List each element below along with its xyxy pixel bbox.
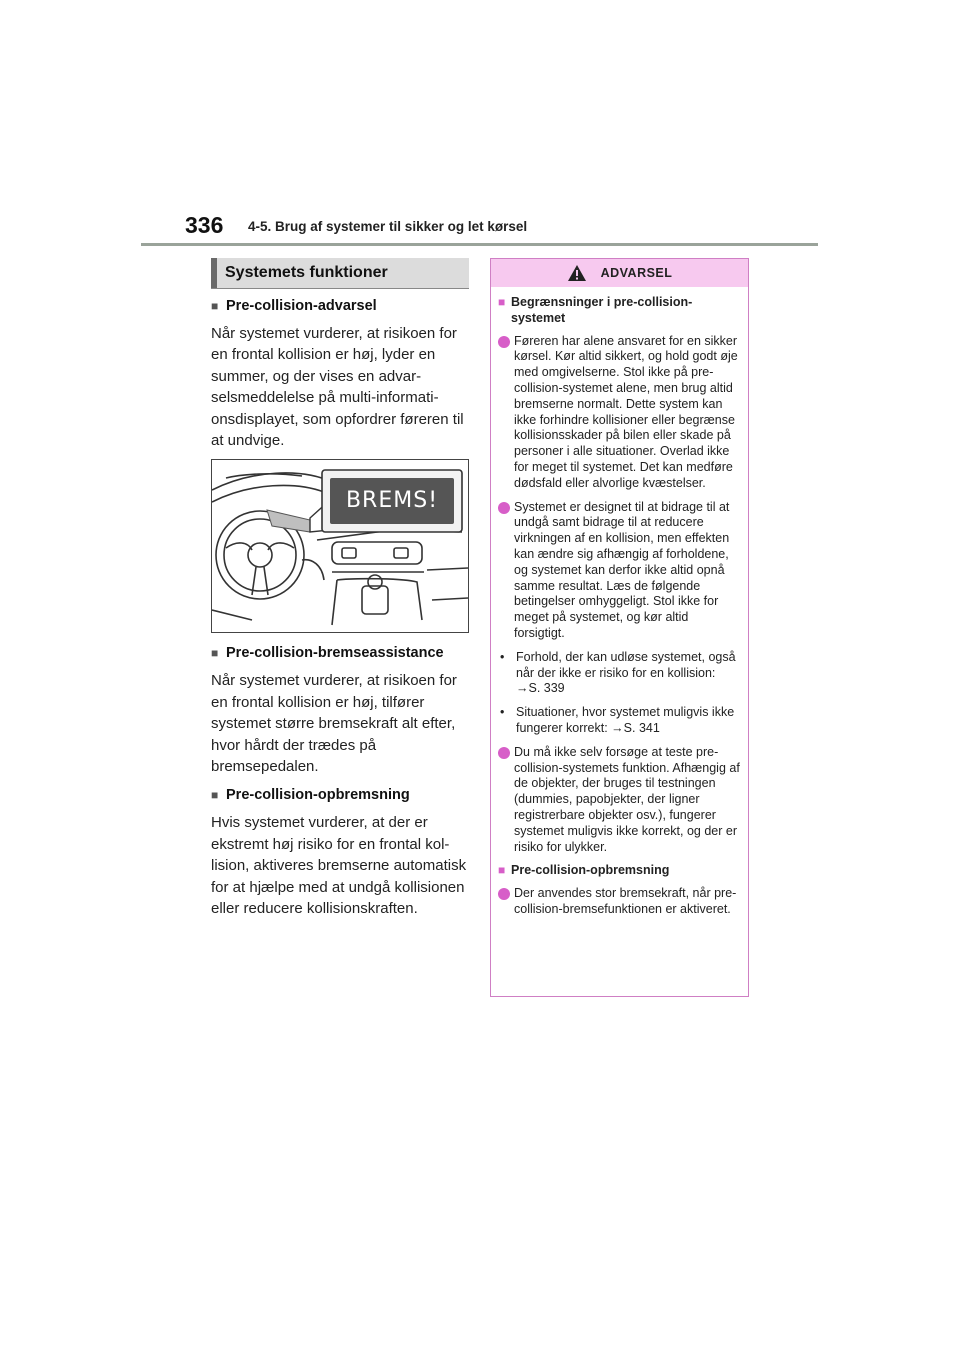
square-bullet-icon: ■ — [498, 295, 506, 309]
subheading-brake-assist: ■ Pre-collision-bremseassistance — [211, 643, 469, 664]
section-title: Systemets funktioner — [225, 264, 388, 281]
warning-bullet: • Situationer, hvor systemet muligvis ikke fungerer korrekt: →S. 341 — [500, 705, 735, 735]
warning-subheading-limitations: ■ Begrænsninger i pre-collision-systemet — [498, 295, 693, 325]
warning-header — [491, 259, 748, 287]
dot-bullet-icon: • — [500, 649, 505, 664]
warning-title: ADVARSEL — [600, 266, 673, 280]
dashboard-illustration — [211, 459, 469, 633]
warning-item: Systemet er designet til at bidrage til at undgå samt bidrage til at reducere virkningen af en kollision, men effekten kan ændre sig afhængig af forholdene, og systemet kan derfor ikke altid opnå samme resultat. Læs de følgende betingelser omhyggeligt. Stol ikke for meget på systemet, og kør altid forsigtigt. — [498, 500, 741, 642]
circle-bullet-icon — [498, 336, 510, 348]
chapter-title: 4-5. Brug af systemer til sikker og let kørsel — [248, 219, 528, 234]
body-text-brake-assist: Når systemet vurderer, at risikoen for en frontal kollision er høj, tilfører systemet større bremsekraft alt efter, hvor hårdt der trædes på bremsepedalen. — [211, 672, 457, 776]
left-column — [211, 258, 469, 928]
body-text-warning: Når systemet vurderer, at risikoen for en frontal kollision er høj, lyder en summer, og der vises en advarselsmeddelelse på multi-informationsdisplayet, som opfordrer føreren til at undvige. — [211, 325, 464, 450]
square-bullet-icon: ■ — [498, 863, 506, 878]
square-bullet-icon: ■ — [211, 299, 219, 313]
dot-bullet-icon: • — [500, 705, 505, 720]
warning-item: Du må ikke selv forsøge at teste pre-collision-systemets funktion. Afhængig af de objekter, der bruges til testningen (dummies, papobjekter, der ligner registrerbare objekter osv.), fungerer systemet muligvis ikke korrekt, og der er risiko for ulykker. — [498, 745, 741, 856]
circle-bullet-icon — [498, 502, 510, 514]
warning-item: Der anvendes stor bremsekraft, når pre-collision-bremsefunktionen er aktiveret. — [498, 886, 741, 918]
warning-subheading-auto-braking: ■ Pre-collision-opbremsning — [498, 863, 670, 878]
warning-triangle-icon — [567, 264, 587, 282]
square-bullet-icon: ■ — [211, 788, 219, 803]
section-underline — [211, 288, 469, 289]
subheading-pre-collision-warning: ■ Pre-collision-advarsel — [211, 296, 469, 317]
warning-bullet: • Forhold, der kan udløse systemet, også når der ikke er risiko for en kollision: →S. 339 — [500, 649, 736, 696]
brems-warning-label: BREMS! — [345, 488, 439, 514]
page-number: 336 — [185, 212, 224, 238]
warning-item: Føreren har alene ansvaret for en sikker kørsel. Kør altid sikkert, og hold godt øje med omgivelserne. Stol ikke på pre-collision-systemet alene, men brug altid bremserne normalt. Dette system kan ikke forhindre kollisioner eller begrænse kollisionsskader på bilen eller skade på personer i alle situationer. Overlad ikke for meget til systemet. Det kan medføre dødsfald eller alvorlige kvæstelser. — [498, 334, 741, 492]
body-text-auto-braking: Hvis systemet vurderer, at der er ekstremt høj risiko for en frontal kollision, aktiveres bremserne automatisk for at hjælpe med at undgå kollisionen eller reducere kollisionskraften. — [211, 814, 467, 918]
circle-bullet-icon — [498, 747, 510, 759]
subheading-auto-braking: ■ Pre-collision-opbremsning — [211, 785, 469, 806]
warning-box — [490, 258, 749, 997]
circle-bullet-icon — [498, 888, 510, 900]
header-divider — [141, 243, 818, 246]
section-header — [211, 258, 469, 288]
square-bullet-icon: ■ — [211, 646, 219, 661]
warning-content — [491, 287, 748, 918]
